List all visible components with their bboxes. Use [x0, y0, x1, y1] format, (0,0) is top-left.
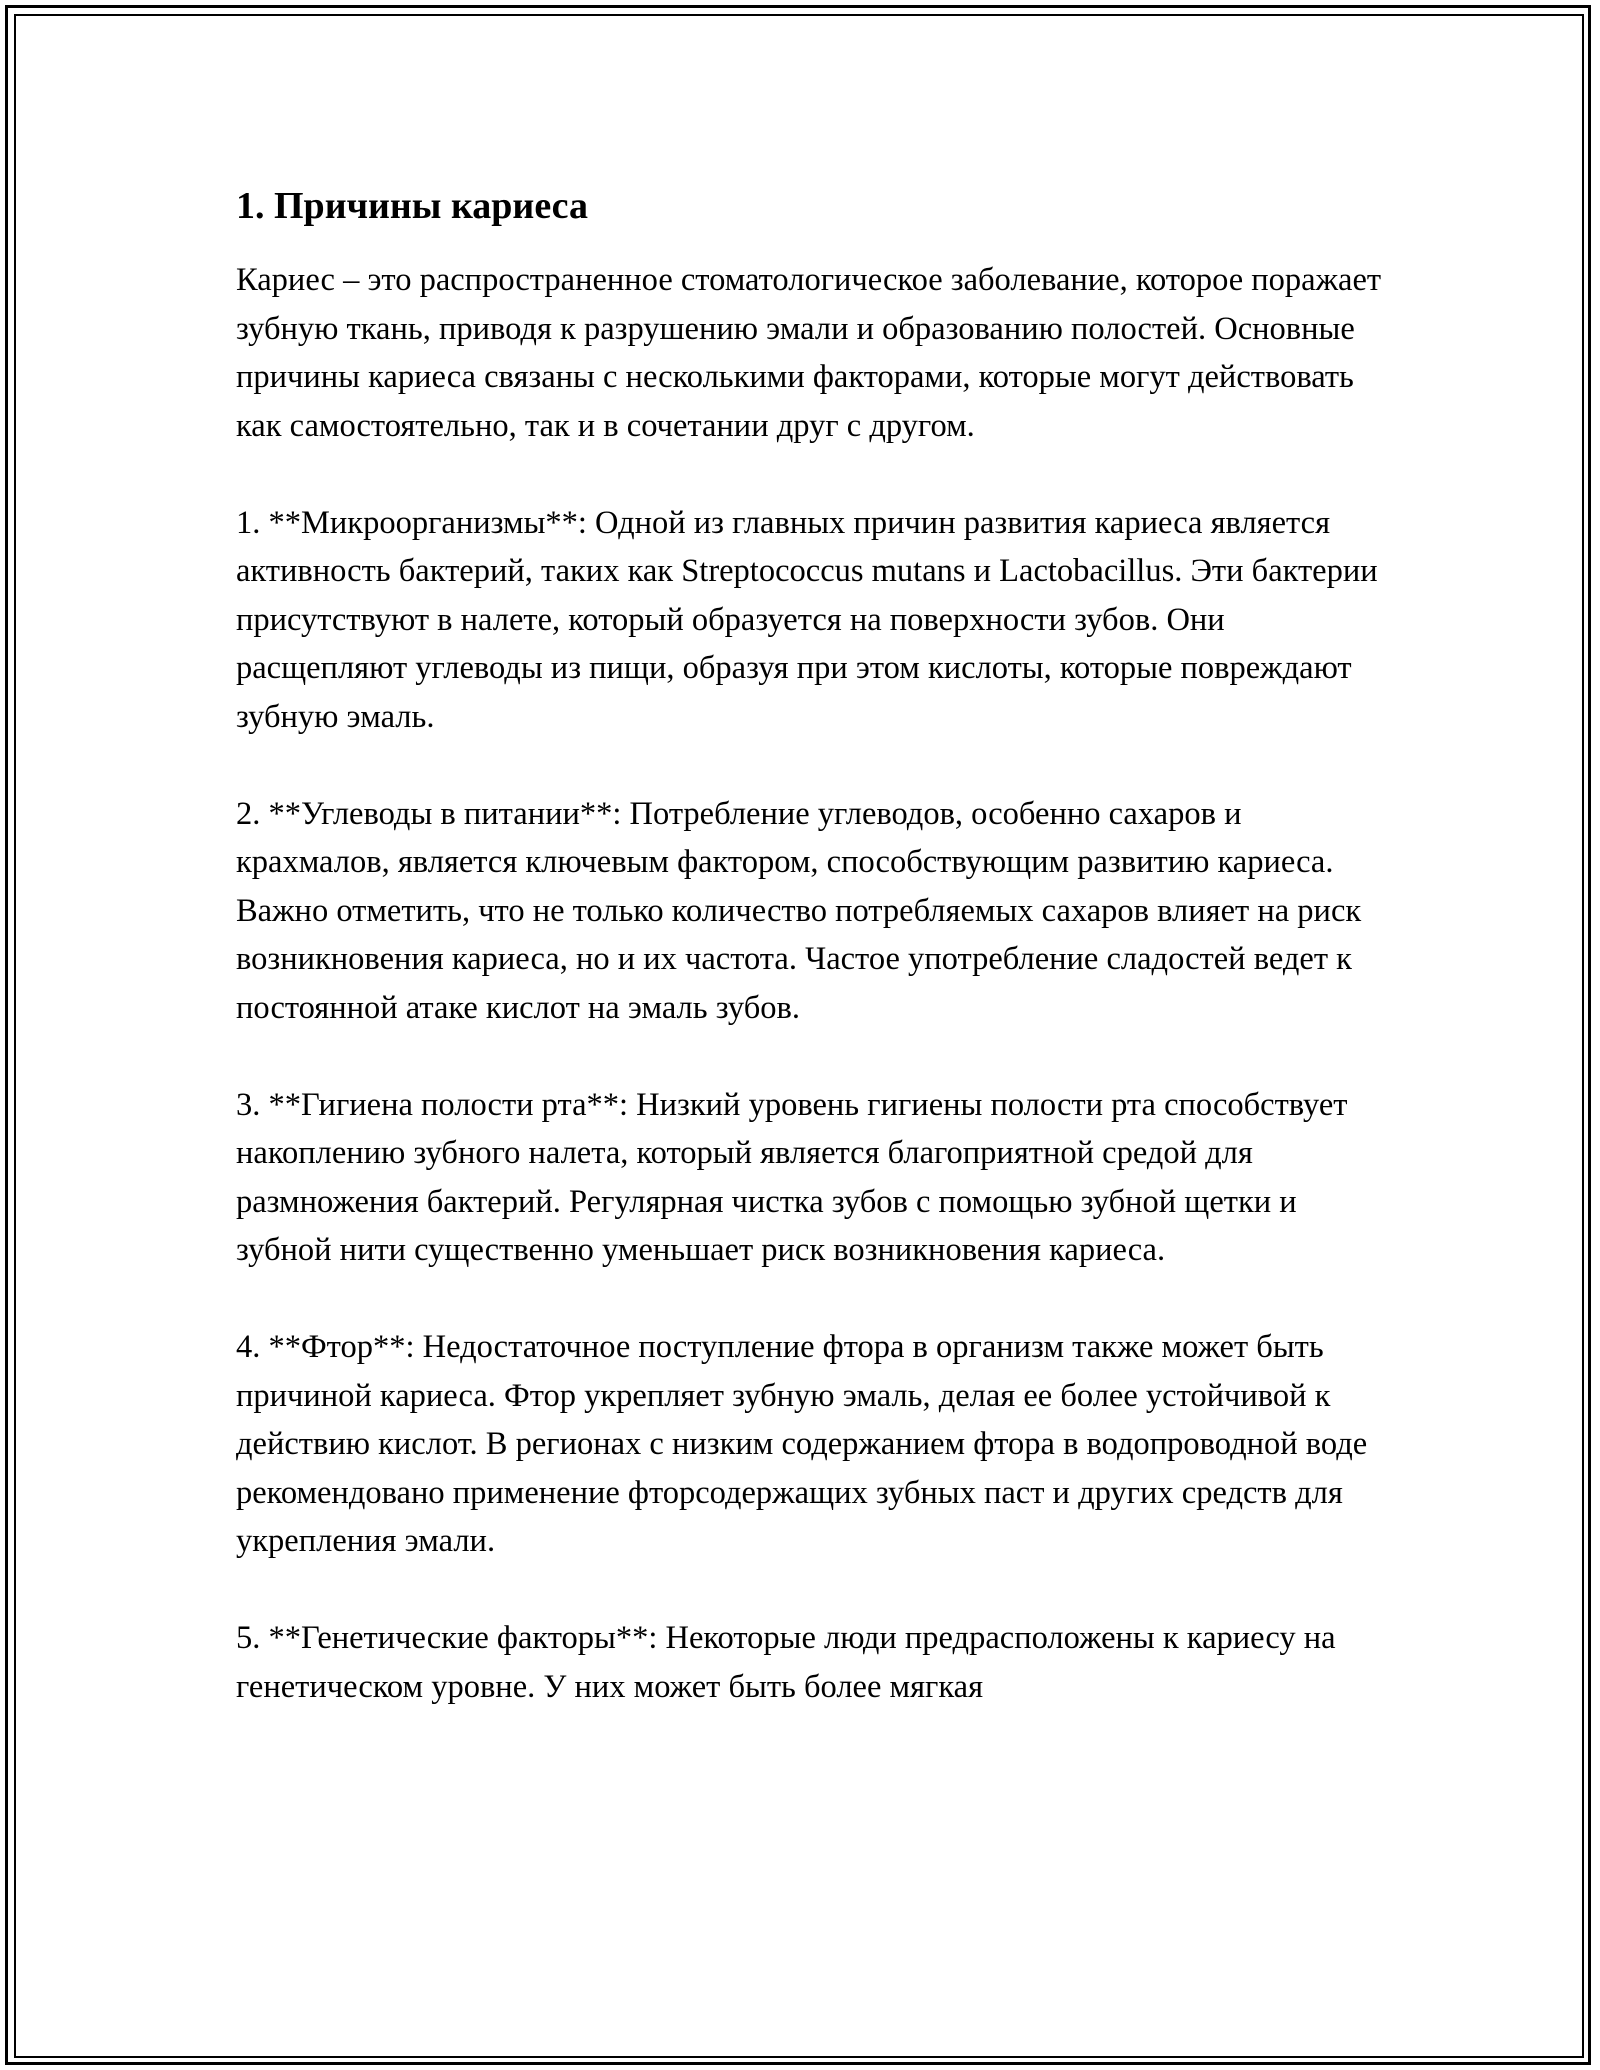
paragraph-carbohydrates: 2. **Углеводы в питании**: Потребление углеводов, особенно сахаров и крахмалов, является ключевым фактором, способствующим развитию кариеса. Важно отметить, что не только количество потребляемых сахаров влияет на риск возникновения кариеса, но и их частота. Частое употребление сладостей ведет к постоянной атаке кислот на эмаль зубов. — [236, 795, 1362, 1026]
section-heading: 1. Причины кариеса — [236, 185, 588, 227]
paragraph-genetic-factors: 5. **Генетические факторы**: Некоторые люди предрасположены к кариесу на генетическом уровне. У них может быть более мягкая — [236, 1620, 1336, 1705]
paragraph-oral-hygiene: 3. **Гигиена полости рта**: Низкий уровень гигиены полости рта способствует накоплению зубного налета, который является благоприятной средой для размножения бактерий. Регулярная чистка зубов с помощью зубной щетки и зубной нити существенно уменьшает риск возникновения кариеса. — [236, 1086, 1348, 1268]
intro-paragraph: Кариес – это распространенное стоматологическое заболевание, которое поражает зубную ткань, приводя к разрушению эмали и образованию полостей. Основные причины кариеса связаны с несколькими факторами, которые могут действовать как самостоятельно, так и в сочетании друг с другом. — [236, 262, 1382, 444]
document-body — [236, 182, 1386, 1711]
paragraph-fluoride: 4. **Фтор**: Недостаточное поступление фтора в организм также может быть причиной кариеса. Фтор укрепляет зубную эмаль, делая ее более устойчивой к действию кислот. В регионах с низким содержанием фтора в водопроводной воде рекомендовано применение фторсодержащих зубных паст и других средств для укрепления эмали. — [236, 1329, 1368, 1559]
paragraph-microorganisms: 1. **Микроорганизмы**: Одной из главных причин развития кариеса является активность бактерий, таких как Streptococcus mutans и Lactobacillus. Эти бактерии присутствуют в налете, который образуется на поверхности зубов. Они расщепляют углеводы из пищи, образуя при этом кислоты, которые повреждают зубную эмаль. — [236, 504, 1378, 735]
